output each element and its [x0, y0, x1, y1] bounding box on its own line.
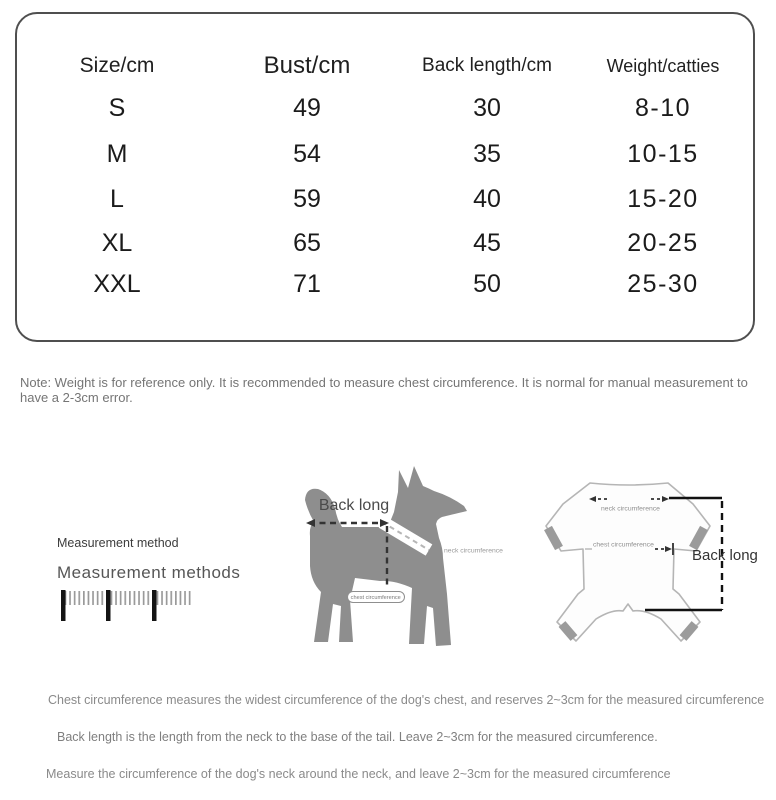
weight-cell: 25-30: [627, 270, 699, 298]
size-cell: XL: [101, 229, 133, 257]
table-row: [17, 140, 753, 169]
table-row: [17, 229, 753, 258]
size-cell: M: [106, 140, 128, 168]
footnote-chest: Chest circumference measures the widest circumference of the dog's chest, and reserves 2~3cm for the measured circumference: [48, 693, 765, 707]
dog-diagram: [295, 462, 475, 652]
size-cell: XXL: [93, 270, 141, 298]
note-text: Note: Weight is for reference only. It is recommended to measure chest circumference. It is normal for manual measurement to have a 2-3cm error.: [20, 375, 748, 405]
back-long-label-garment: Back long: [692, 547, 758, 564]
bust-cell: 59: [293, 185, 321, 213]
bust-cell: 54: [293, 140, 321, 168]
chest-circumference-label-garment: chest circumference: [593, 541, 654, 549]
back-length-cell: 40: [473, 185, 501, 213]
bust-cell: 49: [293, 94, 321, 122]
header-bust: Bust/cm: [263, 52, 351, 79]
chest-circumference-label-dog: chest circumference: [350, 593, 402, 601]
weight-cell: 8-10: [634, 94, 692, 122]
measurement-methods-title: Measurement methods: [57, 563, 241, 582]
ruler-icon: [60, 590, 196, 623]
header-size: Size/cm: [79, 54, 155, 77]
size-cell: L: [110, 185, 124, 213]
size-cell: S: [108, 94, 126, 122]
weight-cell: 15-20: [627, 185, 699, 213]
dog-silhouette-icon: [305, 466, 467, 646]
bust-cell: 65: [293, 229, 321, 257]
back-length-cell: 45: [473, 229, 501, 257]
header-back-length: Back length/cm: [422, 55, 552, 76]
footnote-neck: Measure the circumference of the dog's neck around the neck, and leave 2~3cm for the measured circumference: [46, 767, 671, 781]
measurement-method-label: Measurement method: [57, 536, 179, 550]
bust-cell: 71: [293, 270, 321, 298]
footnote-back-length: Back length is the length from the neck to the base of the tail. Leave 2~3cm for the measured circumference.: [57, 730, 658, 744]
weight-cell: 20-25: [627, 229, 699, 257]
weight-cell: 10-15: [627, 140, 699, 168]
header-weight: Weight/catties: [606, 55, 720, 76]
chest-circumference-badge: [347, 591, 405, 603]
back-long-label-dog: Back long: [318, 497, 390, 514]
table-row: [17, 270, 753, 299]
back-length-cell: 30: [473, 94, 501, 122]
table-row: [17, 185, 753, 214]
back-length-cell: 35: [473, 140, 501, 168]
neck-circumference-label-garment: neck circumference: [601, 505, 660, 513]
back-length-cell: 50: [473, 270, 501, 298]
size-table: [15, 12, 755, 342]
table-header-row: [17, 52, 753, 80]
neck-circumference-label-dog: neck circumference: [444, 547, 503, 555]
table-row: [17, 94, 753, 123]
